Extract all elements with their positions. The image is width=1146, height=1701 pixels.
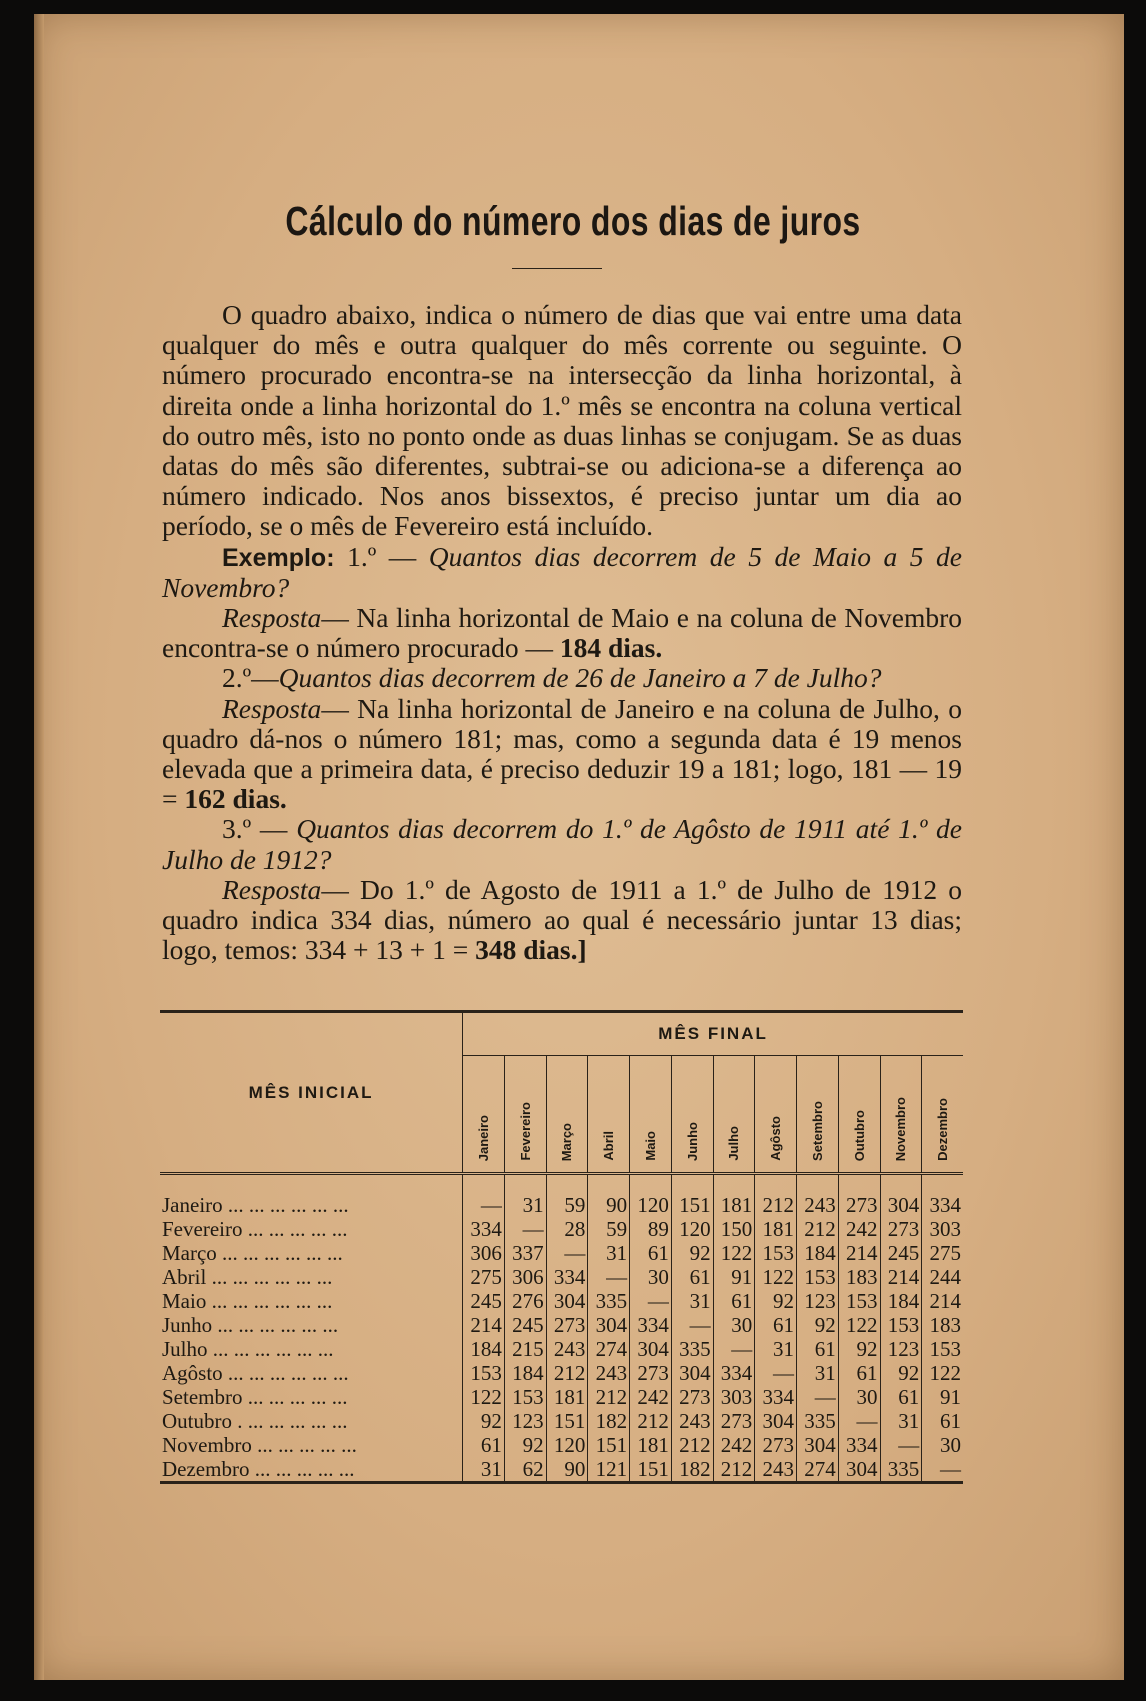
example-3-number: 3.º —	[222, 813, 288, 845]
table-cell: 245	[463, 1289, 505, 1313]
column-header-label: Outubro	[851, 1109, 867, 1161]
table-row	[160, 1337, 963, 1361]
table-cell: —	[922, 1457, 963, 1483]
table-cell: 304	[630, 1337, 672, 1361]
table-cell: 181	[755, 1217, 797, 1241]
table-row	[160, 1385, 963, 1409]
table-cell: 182	[671, 1457, 713, 1483]
example-1	[162, 542, 962, 603]
answer-2-text: — Na linha horizontal de Janeiro e na coluna de Julho, o quadro dá-nos o número 181; mas, como a segunda data é 19 menos elevada que a primeira data, é preciso deduzir 19 a 181; logo, 181 — 19 =	[162, 692, 962, 815]
table-cell: 273	[880, 1217, 922, 1241]
table-cell: 92	[671, 1241, 713, 1265]
table-cell: 28	[546, 1217, 588, 1241]
table-cell: 181	[630, 1433, 672, 1457]
column-header-month	[588, 1056, 630, 1174]
row-month-label: Março ... ... ... ... ... ...	[160, 1241, 463, 1265]
table-cell: 244	[922, 1265, 963, 1289]
row-month-label: Fevereiro ... ... ... ... ...	[160, 1217, 463, 1241]
table-cell: —	[797, 1385, 839, 1409]
table-row	[160, 1313, 963, 1337]
table-cell: 92	[797, 1313, 839, 1337]
column-header-month	[880, 1056, 922, 1174]
row-month-label: Julho ... ... ... ... ... ...	[160, 1337, 463, 1361]
row-month-label: Junho ... ... ... ... ... ...	[160, 1313, 463, 1337]
table-cell: 274	[797, 1457, 839, 1483]
table-cell: 245	[504, 1313, 546, 1337]
table-cell: 304	[546, 1289, 588, 1313]
days-table	[160, 1010, 963, 1492]
table-cell: —	[838, 1409, 880, 1433]
table-cell: 214	[880, 1265, 922, 1289]
table-cell: 122	[463, 1385, 505, 1409]
example-1-question: Quantos dias decorrem de 5 de Maio a 5 de Novembro?	[162, 540, 963, 603]
table-cell: 304	[671, 1361, 713, 1385]
column-header-label: Novembro	[893, 1096, 909, 1161]
table-cell: 275	[463, 1265, 505, 1289]
answer-1	[162, 603, 962, 663]
table-cell: 151	[630, 1457, 672, 1483]
answer-3	[162, 875, 962, 966]
table-cell: 59	[546, 1174, 588, 1218]
column-header-month	[504, 1056, 546, 1174]
table-cell: 151	[588, 1433, 630, 1457]
table-cell: 183	[838, 1265, 880, 1289]
table-cell: 334	[546, 1265, 588, 1289]
table-cell: 243	[546, 1337, 588, 1361]
table-cell: 31	[671, 1289, 713, 1313]
table-cell: 30	[630, 1265, 672, 1289]
example-1-number: 1.º —	[347, 540, 417, 572]
table-cell: 92	[838, 1337, 880, 1361]
table-row	[160, 1174, 963, 1218]
table-cell: —	[755, 1361, 797, 1385]
table-cell: 214	[463, 1313, 505, 1337]
table-cell: 274	[588, 1337, 630, 1361]
table-cell: 30	[713, 1313, 755, 1337]
table-cell: 120	[630, 1174, 672, 1218]
page-spine	[34, 14, 44, 1680]
table-cell: —	[588, 1265, 630, 1289]
table-cell: 243	[588, 1361, 630, 1385]
table-cell: 212	[671, 1433, 713, 1457]
table-cell: 61	[630, 1241, 672, 1265]
table-cell: 304	[588, 1313, 630, 1337]
table-cell: 122	[713, 1241, 755, 1265]
intro-paragraph: O quadro abaixo, indica o número de dias que vai entre uma data qualquer do mês e outra qualquer do mês corrente ou seguinte. O número procurado encontra-se na intersecção da linha horizontal, à direita onde a linha horizontal do 1.º mês se encontra na coluna vertical do outro mês, isto no ponto onde as duas linhas se conjugam. Se as duas datas do mês são diferentes, subtrai-se ou adiciona-se a diferença ao número indicado. Nos anos bissextos, é preciso juntar um dia ao período, se o mês de Fevereiro está incluído.	[162, 299, 962, 542]
table-cell: 182	[588, 1409, 630, 1433]
table-cell: 214	[922, 1289, 963, 1313]
table-bottom-rule	[160, 1483, 963, 1493]
table-cell: 153	[797, 1265, 839, 1289]
table-cell: 212	[588, 1385, 630, 1409]
column-header-month	[755, 1056, 797, 1174]
table-cell: —	[671, 1313, 713, 1337]
table-cell: 123	[797, 1289, 839, 1313]
table-cell: —	[504, 1217, 546, 1241]
column-header-label: Fevereiro	[517, 1102, 533, 1161]
table-cell: 215	[504, 1337, 546, 1361]
example-3	[162, 814, 962, 874]
example-3-question: Quantos dias decorrem do 1.º de Agôsto de 1911 até 1.º de Julho de 1912?	[162, 813, 963, 875]
answer-3-label: Resposta	[222, 873, 322, 905]
table-cell: 61	[463, 1433, 505, 1457]
table-cell: 150	[713, 1217, 755, 1241]
table-cell: 183	[922, 1313, 963, 1337]
table-row	[160, 1265, 963, 1289]
table-cell: 304	[838, 1457, 880, 1483]
table-cell: 120	[546, 1433, 588, 1457]
header-mes-inicial: MÊS INICIAL	[160, 1013, 463, 1174]
table-cell: 334	[838, 1433, 880, 1457]
table-cell: 273	[713, 1409, 755, 1433]
column-header-label: Julho	[726, 1126, 742, 1161]
table-cell: 153	[463, 1361, 505, 1385]
table-row	[160, 1217, 963, 1241]
table-cell: 276	[504, 1289, 546, 1313]
table-cell: 303	[713, 1385, 755, 1409]
table-cell: 153	[504, 1385, 546, 1409]
table-row	[160, 1361, 963, 1385]
table-cell: 181	[713, 1174, 755, 1218]
answer-1-label: Resposta	[222, 602, 322, 634]
table-cell: 92	[504, 1433, 546, 1457]
table-cell: 62	[504, 1457, 546, 1483]
table-row	[160, 1457, 963, 1483]
table-cell: 153	[880, 1313, 922, 1337]
table-cell: 61	[922, 1409, 963, 1433]
table-cell: 243	[671, 1409, 713, 1433]
table-cell: 242	[713, 1433, 755, 1457]
row-month-label: Janeiro ... ... ... ... ... ...	[160, 1174, 463, 1218]
column-header-label: Junho	[684, 1122, 700, 1161]
answer-2-result: 162 dias.	[184, 783, 287, 815]
table-cell: 334	[463, 1217, 505, 1241]
table-cell: 303	[922, 1217, 963, 1241]
table-cell: 335	[797, 1409, 839, 1433]
answer-3-result: 348 dias.]	[475, 934, 587, 966]
table-cell: 122	[755, 1265, 797, 1289]
example-2-question: Quantos dias decorrem de 26 de Janeiro a 7 de Julho?	[278, 662, 882, 694]
table-cell: 91	[713, 1265, 755, 1289]
table-cell: 212	[713, 1457, 755, 1483]
table-cell: 243	[797, 1174, 839, 1218]
table-cell: 151	[671, 1174, 713, 1218]
column-header-label: Setembro	[809, 1101, 825, 1161]
table-cell: 273	[546, 1313, 588, 1337]
table-cell: —	[713, 1337, 755, 1361]
days-table-body	[160, 1012, 963, 1493]
table-cell: 242	[838, 1217, 880, 1241]
table-cell: 61	[713, 1289, 755, 1313]
table-cell: 184	[463, 1337, 505, 1361]
column-header-month	[838, 1056, 880, 1174]
table-cell: 92	[880, 1361, 922, 1385]
table-cell: 90	[546, 1457, 588, 1483]
table-cell: 212	[546, 1361, 588, 1385]
table-cell: 184	[504, 1361, 546, 1385]
table-cell: 212	[630, 1409, 672, 1433]
table-cell: 243	[755, 1457, 797, 1483]
table-cell: 92	[755, 1289, 797, 1313]
table-cell: 275	[922, 1241, 963, 1265]
table-cell: 181	[546, 1385, 588, 1409]
table-cell: 273	[838, 1174, 880, 1218]
answer-2-label: Resposta	[222, 692, 322, 724]
table-cell: 31	[755, 1337, 797, 1361]
table-cell: 31	[797, 1361, 839, 1385]
table-cell: 153	[755, 1241, 797, 1265]
table-cell: —	[463, 1174, 505, 1218]
table-cell: 30	[922, 1433, 963, 1457]
table-cell: 31	[588, 1241, 630, 1265]
table-cell: 61	[671, 1265, 713, 1289]
table-cell: 334	[755, 1385, 797, 1409]
table-row	[160, 1241, 963, 1265]
example-2	[162, 663, 962, 693]
example-2-number: 2.º—	[222, 662, 279, 694]
table-cell: 306	[463, 1241, 505, 1265]
column-header-month	[797, 1056, 839, 1174]
body-text	[162, 300, 962, 965]
row-month-label: Setembro ... ... ... ... ...	[160, 1385, 463, 1409]
column-header-label: Abril	[601, 1131, 617, 1161]
table-cell: 242	[630, 1385, 672, 1409]
column-header-label: Dezembro	[935, 1098, 951, 1161]
table-cell: 61	[838, 1361, 880, 1385]
table-row	[160, 1289, 963, 1313]
table-cell: —	[546, 1241, 588, 1265]
column-header-month	[922, 1056, 963, 1174]
header-mes-final: MÊS FINAL	[463, 1013, 963, 1056]
column-header-label: Maio	[642, 1131, 658, 1161]
table-cell: 334	[713, 1361, 755, 1385]
table-cell: 214	[838, 1241, 880, 1265]
table-cell: 306	[504, 1265, 546, 1289]
page-title: Cálculo do número dos dias de juros	[285, 198, 861, 244]
answer-1-result: 184 dias.	[559, 632, 663, 664]
table-cell: 123	[504, 1409, 546, 1433]
table-cell: 335	[880, 1457, 922, 1483]
table-cell: 273	[630, 1361, 672, 1385]
table-cell: 89	[630, 1217, 672, 1241]
row-month-label: Abril ... ... ... ... ... ...	[160, 1265, 463, 1289]
table-cell: 304	[797, 1433, 839, 1457]
table-cell: 212	[755, 1174, 797, 1218]
answer-1-text: — Na linha horizontal de Maio e na coluna de Novembro encontra-se o número procurado —	[162, 602, 962, 664]
column-header-label: Agôsto	[768, 1116, 784, 1161]
table-cell: 31	[880, 1409, 922, 1433]
table-cell: 91	[922, 1385, 963, 1409]
table-cell: 245	[880, 1241, 922, 1265]
row-month-label: Outubro . ... ... ... ... ...	[160, 1409, 463, 1433]
table-cell: 90	[588, 1174, 630, 1218]
table-cell: 61	[797, 1337, 839, 1361]
table-cell: 184	[880, 1289, 922, 1313]
table-cell: 92	[463, 1409, 505, 1433]
table-cell: 120	[671, 1217, 713, 1241]
table-cell: 122	[922, 1361, 963, 1385]
table-cell: 123	[880, 1337, 922, 1361]
table-cell: —	[630, 1289, 672, 1313]
answer-2	[162, 694, 962, 815]
table-cell: 31	[504, 1174, 546, 1218]
table-cell: —	[880, 1433, 922, 1457]
row-month-label: Agôsto ... ... ... ... ... ...	[160, 1361, 463, 1385]
table-cell: 273	[755, 1433, 797, 1457]
column-header-month	[671, 1056, 713, 1174]
table-cell: 151	[546, 1409, 588, 1433]
table-cell: 31	[463, 1457, 505, 1483]
example-label: Exemplo:	[222, 543, 335, 572]
table-cell: 304	[880, 1174, 922, 1218]
row-month-label: Novembro ... ... ... ... ...	[160, 1433, 463, 1457]
title-divider	[512, 268, 602, 269]
table-cell: 122	[838, 1313, 880, 1337]
column-header-month	[713, 1056, 755, 1174]
row-month-label: Maio ... ... ... ... ... ...	[160, 1289, 463, 1313]
table-cell: 59	[588, 1217, 630, 1241]
column-header-month	[546, 1056, 588, 1174]
table-cell: 121	[588, 1457, 630, 1483]
table-cell: 61	[880, 1385, 922, 1409]
table-row	[160, 1433, 963, 1457]
table-cell: 335	[671, 1337, 713, 1361]
table-cell: 334	[922, 1174, 963, 1218]
table-cell: 153	[922, 1337, 963, 1361]
column-header-month	[463, 1056, 505, 1174]
table-cell: 273	[671, 1385, 713, 1409]
table-cell: 335	[588, 1289, 630, 1313]
table-cell: 61	[755, 1313, 797, 1337]
table-cell: 337	[504, 1241, 546, 1265]
column-header-label: Janeiro	[476, 1114, 492, 1161]
answer-3-text: — Do 1.º de Agosto de 1911 a 1.º de Julho de 1912 o quadro indica 334 dias, número ao qual é necessário juntar 13 dias; logo, temos: 334 + 13 + 1 =	[162, 873, 962, 966]
column-header-month	[630, 1056, 672, 1174]
table-cell: 153	[838, 1289, 880, 1313]
table-cell: 304	[755, 1409, 797, 1433]
table-cell: 334	[630, 1313, 672, 1337]
table-header-row-1	[160, 1013, 963, 1056]
table-cell: 184	[797, 1241, 839, 1265]
table-cell: 212	[797, 1217, 839, 1241]
table-row	[160, 1409, 963, 1433]
row-month-label: Dezembro ... ... ... ... ...	[160, 1457, 463, 1483]
column-header-label: Março	[559, 1122, 575, 1161]
table-cell: 30	[838, 1385, 880, 1409]
